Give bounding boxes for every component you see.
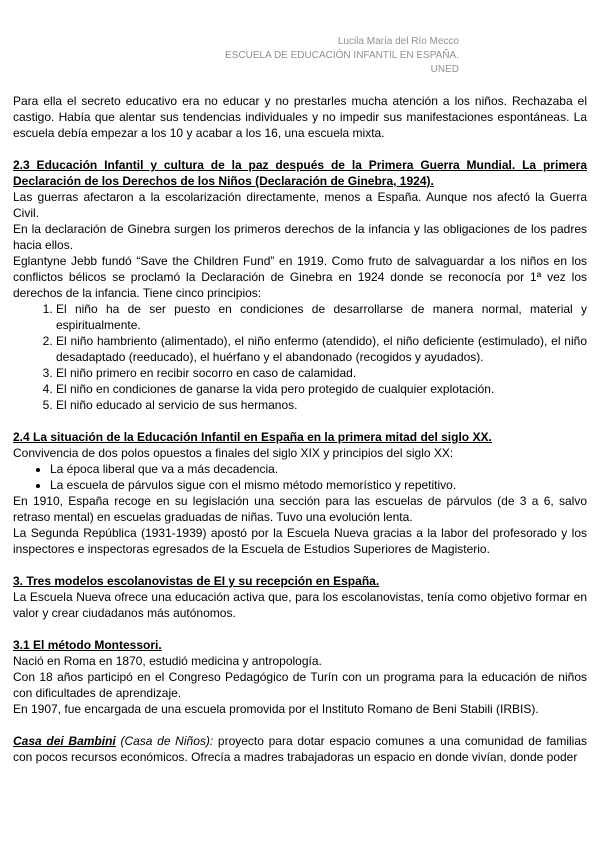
casa-de-ninos-translation: (Casa de Niños): <box>115 734 214 748</box>
section-heading-3-1: 3.1 El método Montessori. <box>13 638 162 652</box>
list-item-principle-1: 1. El niño ha de ser puesto en condiciones de desarrollarse de manera normal, material y espiritualmente. <box>56 301 587 333</box>
document-body <box>13 93 587 765</box>
list-item-epoca-liberal: • La época liberal que va a más decadencia. <box>50 461 587 477</box>
paragraph-congreso-turin: Con 18 años participó en el Congreso Pedagógico de Turín con un programa para la educación de niños con dificultades de aprendizaje. <box>13 670 587 700</box>
paragraph-1910-legislacion: En 1910, España recoge en su legislación una sección para las escuelas de párvulos (de 3 a 6, salvo retraso mental) en escuelas graduadas de niñas. Tuvo una evolución lenta. <box>13 494 587 524</box>
paragraph-geneva-declaration: En la declaración de Ginebra surgen los primeros derechos de la infancia y las obligaciones de los padres hacia ellos. <box>13 222 587 252</box>
section-heading-3: 3. Tres modelos escolanovistas de EI y su recepción en España. <box>13 574 380 588</box>
list-item-principle-5: 5. El niño educado al servicio de sus hermanos. <box>56 397 587 413</box>
polos-bullet-list <box>13 461 587 493</box>
list-item-principle-2: 2. El niño hambriento (alimentado), el niño enfermo (atendido), el niño deficiente (estimulado), el niño desadaptado (reeducado), el huérfano y el abandonado (recogidos y ayudados). <box>56 333 587 365</box>
principles-numbered-list <box>13 301 587 413</box>
list-item-principle-3: 3. El niño primero en recibir socorro en caso de calamidad. <box>56 365 587 381</box>
paragraph-montessori-birth: Nació en Roma en 1870, estudió medicina y antropología. <box>13 654 322 668</box>
document-header <box>13 35 587 77</box>
paragraph-casa-dei-bambini <box>13 733 587 765</box>
list-item-principle-4: 4. El niño en condiciones de ganarse la vida pero protegido de cualquier explotación. <box>56 381 587 397</box>
paragraph-escuela-nueva: La Escuela Nueva ofrece una educación activa que, para los escolanovistas, tenía como objetivo formar en valor y crear ciudadanos más autónomos. <box>13 590 587 620</box>
section-heading-2-4: 2.4 La situación de la Educación Infantil en España en la primera mitad del siglo XX. <box>13 430 492 444</box>
list-item-escuela-parvulos: • La escuela de párvulos sigue con el mismo método memorístico y repetitivo. <box>50 477 587 493</box>
paragraph-eglantyne-jebb: Eglantyne Jebb fundó “Save the Children Fund” en 1919. Como fruto de salvaguardar a los niños en los conflictos bélicos se proclamó la Declaración de Ginebra en 1924 donde se reconocía por 1ª vez los derechos de la infancia. Tiene cinco principios: <box>13 254 587 300</box>
header-institution: UNED <box>430 64 459 75</box>
casa-dei-bambini-term: Casa dei Bambini <box>13 734 116 748</box>
header-author: Lucila María del Río Mecco <box>337 36 459 47</box>
section-heading-2-3: 2.3 Educación Infantil y cultura de la paz después de la Primera Guerra Mundial. La primera Declaración de los Derechos de los Niños (Declaración de Ginebra, 1924). <box>13 158 587 188</box>
header-course-title: ESCUELA DE EDUCACIÓN INFANTIL EN ESPAÑA. <box>225 50 459 61</box>
paragraph-convivencia: Convivencia de dos polos opuestos a finales del siglo XIX y principios del siglo XX: <box>13 446 454 460</box>
paragraph-intro: Para ella el secreto educativo era no educar y no prestarles mucha atención a los niños. Rechazaba el castigo. Había que alentar sus tendencias individuales y no impedir sus manifestaciones espontáneas. La escuela debía empezar a los 10 y acabar a los 16, una escuela mixta. <box>13 94 587 140</box>
paragraph-irbis: En 1907, fue encargada de una escuela promovida por el Instituto Romano de Beni Stabili (IRBIS). <box>13 702 539 716</box>
paragraph-wars: Las guerras afectaron a la escolarización directamente, menos a España. Aunque nos afectó la Guerra Civil. <box>13 190 587 220</box>
casa-dei-bambini-description: proyecto para dotar espacio comunes a una comunidad de familias con pocos recursos económicos. Ofrecía a madres trabajadoras un espacio en donde vivían, donde poder <box>13 734 587 764</box>
paragraph-segunda-republica: La Segunda República (1931-1939) apostó por la Escuela Nueva gracias a la labor del profesorado y los inspectores e inspectoras egresados de la Escuela de Estudios Superiores de Magisterio. <box>13 526 587 556</box>
